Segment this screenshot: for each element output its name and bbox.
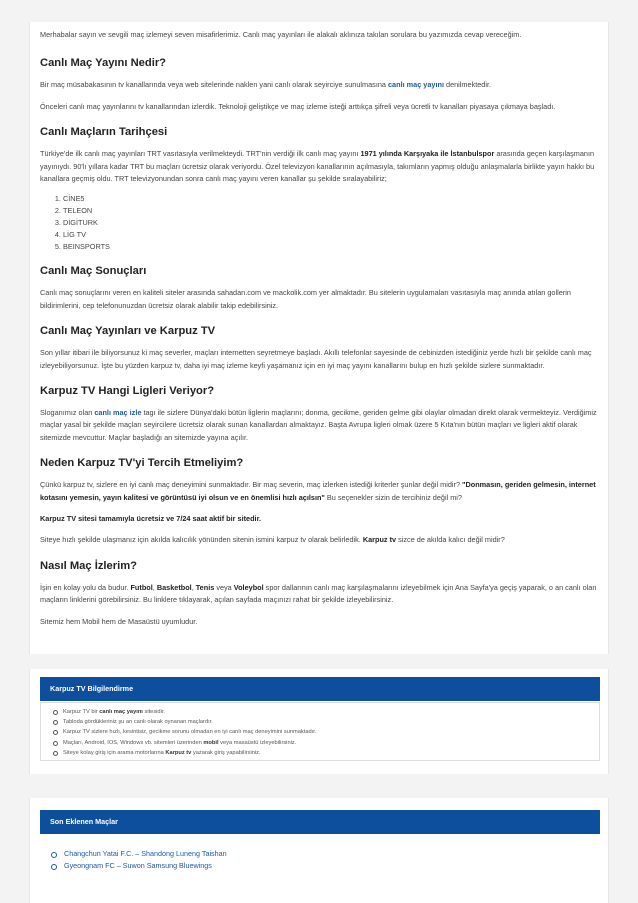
paragraph: Türkiye'de ilk canlı maç yayınları TRT vasıtasıyla verilmekteydi. TRT'nin verdiği ilk canlı maç yayını 1971 yılında Karşıyaka ile İstanbulspor arasında geçen karşılaşmanın yayınıydı. 90'lı yıllara kadar TRT bu maçları ücretsiz olarak veriyordu. Özel televizyon kanallarının açılmasıyla, takımların yapmış olduğu anlaşmalarla birlikte yayın hakkı bu kanallara geçmiş oldu. TRT televizyonundan sonra canlı maç yayını veren kanallar şu şekilde sıralayabiliriz; bbox=[40, 149, 595, 184]
info-list bbox=[63, 707, 599, 758]
heading-why: Neden Karpuz TV'yi Tercih Etmeliyim? bbox=[40, 457, 244, 470]
article bbox=[29, 22, 609, 654]
link-canli-mac-izle[interactable]: canlı maç izle bbox=[94, 408, 142, 418]
info-item: Maçları, Android, IOS, Windows vb. sitemleri üzerinden mobil veya masaüstü izleyebilirsiniz. bbox=[63, 738, 599, 748]
channel-list bbox=[63, 193, 598, 252]
match-link[interactable]: Changchun Yatai F.C. – Shandong Luneng Taishan bbox=[51, 848, 227, 860]
paragraph: Siteye hızlı şekilde ulaşmanız için akılda kalıcılık yönünden sitenin ismini karpuz tv olarak belirledik. Karpuz tv sizce de akılda kalıcı değil midir? bbox=[40, 535, 505, 545]
paragraph: Çünkü karpuz tv, sizlere en iyi canlı maç deneyimini sunmaktadır. Bir maç severin, maç izlerken istediği kriterler şunlar değil midir? "Donmasın, geriden gelmesin, internet kotasını yemesin, yayın kalitesi ve görüntüsü iyi olsun ve en önemlisi hızlı açılsın" Bu seçenekler sizin de tercihiniz değil mi? bbox=[40, 480, 596, 502]
paragraph: Önceleri canlı maç yayınlarını tv kanallarından izlerdik. Teknoloji geliştikçe ve maç izleme isteği arttıkça şifreli veya ücretli tv kanalları piyasaya çıkmaya başladı. bbox=[40, 101, 556, 111]
info-panel-title: Karpuz TV Bilgilendirme bbox=[40, 677, 600, 701]
paragraph: İşin en kolay yolu da budur. Futbol, Basketbol, Tenis veya Voleybol spor dallarının canlı maç karşılaşmalarını izleyebilmek için Ana Sayfa'ya geçiş yaparak, o an canlı olan maçların linklerini görebilirsiniz. Bu linklere tıklayarak, açılan sayfada maçınızı rahat bir şekilde izleyebilirsiniz. bbox=[40, 582, 597, 605]
info-panel bbox=[29, 669, 609, 774]
recent-matches-title: Son Eklenen Maçlar bbox=[40, 810, 600, 834]
paragraph: Sloganımız olan canlı maç izle tagı ile sizlere Dünya'daki bütün liglerin maçlarını; donma, gecikme, geriden gelme gibi olaylar olmadan direkt olarak vermekteyiz. Verdiğimiz maçlar yasal bir şekilde maçları seyircilere ücretsiz olarak sunan kanallardan almaktayız. Başta Avrupa ligleri olmak üzere 5 Kıta'nın bütün maçları ve ligleri aktif olarak sitemizde mevcuttur. Maçlar başladığı an sitemizde yayına açılır. bbox=[40, 408, 597, 442]
info-box bbox=[40, 702, 600, 761]
intro-text: Merhabalar sayın ve sevgili maç izlemeyi seven misafirlerimiz. Canlı maç yayınları ile alakalı aklınıza takılan sorulara bu yazımızda cevap vereceğim. bbox=[40, 30, 522, 39]
list-item: 4. LİG TV bbox=[63, 229, 598, 241]
list-item: 2. TELEON bbox=[63, 205, 598, 217]
paragraph: Sitemiz hem Mobil hem de Masaüstü uyumludur. bbox=[40, 616, 198, 626]
paragraph: Bir maç müsabakasının tv kanallarında veya web sitelerinde naklen yani canlı olarak seyirciye sunulmasına canlı maç yayını denilmektedir. bbox=[40, 80, 492, 90]
heading-history: Canlı Maçların Tarihçesi bbox=[40, 126, 168, 139]
list-item: 3. DİGİTURK bbox=[63, 217, 598, 229]
heading-results: Canlı Maç Sonuçları bbox=[40, 265, 147, 278]
link-canli-mac-yayini[interactable]: canlı maç yayını bbox=[388, 80, 444, 90]
paragraph: Karpuz TV sitesi tamamıyla ücretsiz ve 7/24 saat aktif bir sitedir. bbox=[40, 514, 262, 524]
info-item: Karpuz TV bir canlı maç yayını sitesidir. bbox=[63, 707, 599, 717]
heading-karpuz-tv: Canlı Maç Yayınları ve Karpuz TV bbox=[40, 325, 216, 338]
info-item: Siteye kolay giriş için arama motorlarına Karpuz tv yazarak giriş yapabilirsiniz. bbox=[63, 748, 599, 758]
list-item: 5. BEINSPORTS bbox=[63, 241, 598, 253]
heading-how: Nasıl Maç İzlerim? bbox=[40, 559, 137, 572]
heading-what-is-live: Canlı Maç Yayını Nedir? bbox=[40, 57, 167, 70]
paragraph: Son yıllar itibari ile biliyorsunuz ki maç severler, maçları internetten seyretmeye başladı. Akıllı telefonlar sayesinde de cebinizden istediğiniz yerde hızlı bir şekilde canlı maç izleyebiliyorsunuz. İşte bu yüzden karpuz tv, daha iyi maç izleme keyfi yaşamanız için en iyi maç yayını kanallarını bulup en hızlı şekilde sizlere sunmaktadır. bbox=[40, 348, 592, 370]
recent-matches-panel bbox=[29, 798, 609, 903]
match-list bbox=[51, 848, 227, 871]
info-item: Tabloda gördükleriniz şu an canlı olarak oynanan maçlardır. bbox=[63, 717, 599, 727]
info-item: Karpuz TV sizlere hızlı, kesintisiz, gecikme sorunu olmadan en iyi canlı maç deneyimini sunmaktadır. bbox=[63, 727, 599, 737]
heading-leagues: Karpuz TV Hangi Ligleri Veriyor? bbox=[40, 385, 215, 398]
list-item: 1. CİNE5 bbox=[63, 193, 598, 205]
match-link[interactable]: Gyeongnam FC – Suwon Samsung Bluewings bbox=[51, 860, 227, 872]
paragraph: Canlı maç sonuçlarını veren en kaliteli siteler arasında sahadan.com ve mackolik.com yer almaktadır. Bu sitelerin uygulamaları vasıtasıyla maç anında atılan gollerin bildirimlerini, cep telefonunuzdan ücretsiz olarak alabilir takip edebilirsiniz. bbox=[40, 288, 571, 310]
